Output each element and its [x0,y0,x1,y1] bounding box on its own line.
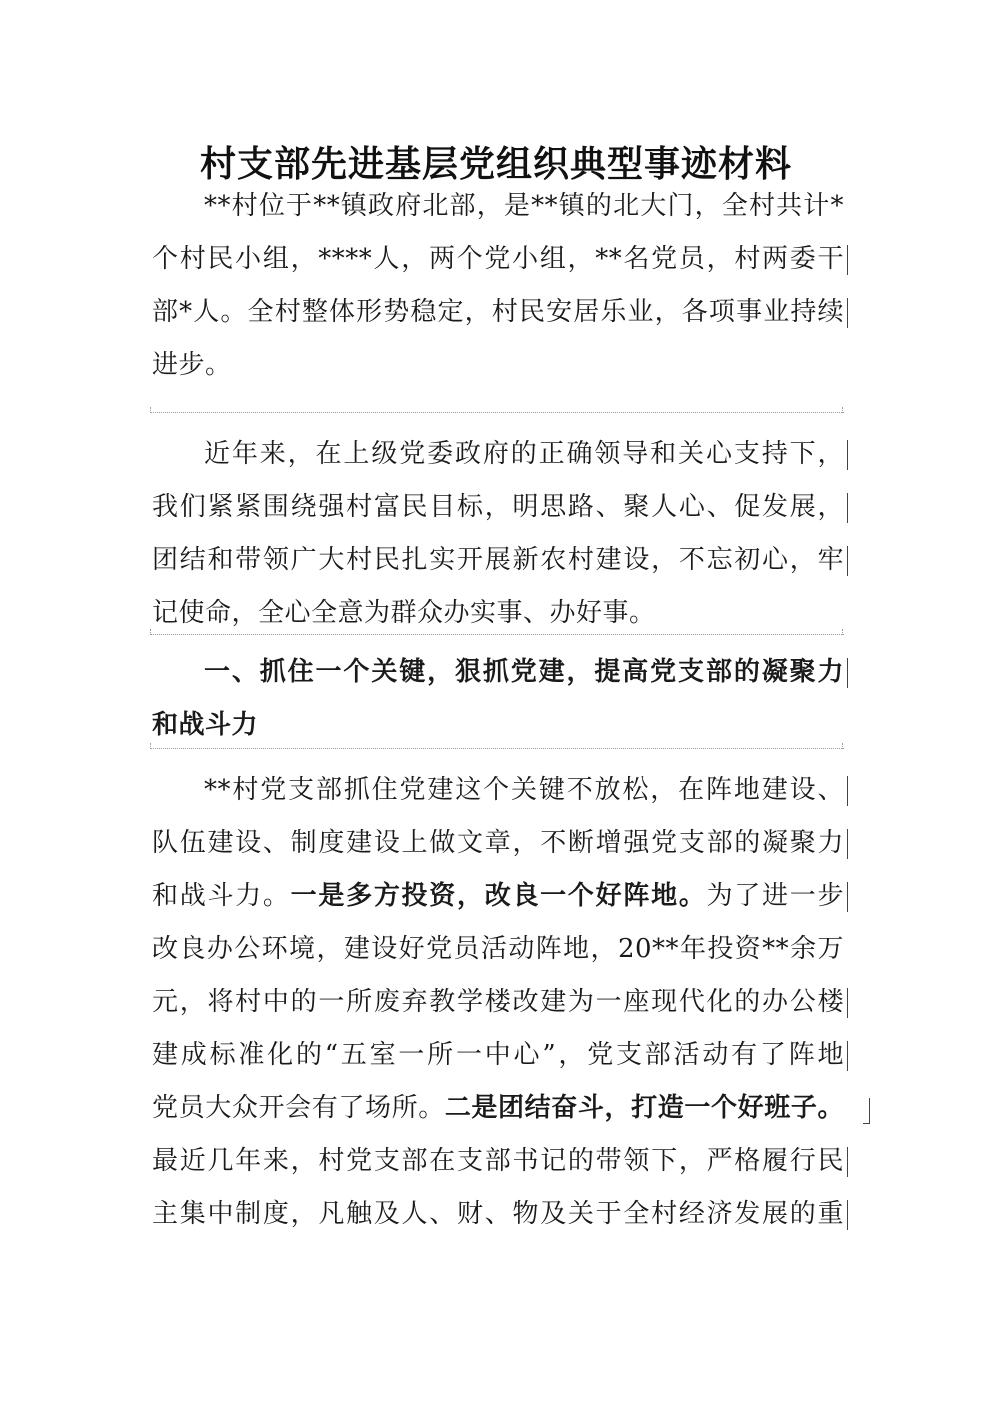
paragraph-separator [150,634,844,635]
section-heading-1 [152,646,844,752]
paragraph-line [152,428,844,481]
line-end-marker [847,493,848,523]
paragraph-line [152,339,844,392]
line-text: 近年来，在上级党委政府的正确领导和关心支持下， [204,439,844,469]
paragraph-line [152,587,844,640]
paragraph-line [152,286,844,339]
line-text: 我们紧紧围绕强村富民目标，明思路、聚人心、促发展， [152,492,844,522]
heading-line [152,646,844,699]
line-text: 元，将村中的一所废弃教学楼改建为一座现代化的办公楼 [152,987,844,1017]
line-text: **村党支部抓住党建这个关键不放松，在阵地建设、 [204,775,844,805]
line-text: 为了进一步 [706,881,844,911]
line-end-marker [847,1200,848,1230]
paragraph-party-building [152,764,844,1241]
bold-phrase: 一是多方投资，改良一个好阵地。 [290,881,707,911]
line-end-marker [847,829,848,859]
line-end-marker [847,776,848,806]
line-text: 和战斗力。 [152,881,291,911]
line-text: 最近几年来，村党支部在支部书记的带领下，严格履行民 [152,1146,844,1176]
paragraph-line [152,764,844,817]
paragraph-line [152,817,844,870]
paragraph-line [152,1135,844,1188]
line-text: 建成标准化的“五室一所一中心”，党支部活动有了阵地 [152,1040,844,1070]
line-end-marker [847,988,848,1018]
paragraph-line [152,534,844,587]
line-text: 党员大众开会有了场所。 [152,1093,445,1123]
line-end-marker [869,1098,870,1124]
paragraph-line [152,1029,844,1082]
line-text: 一、抓住一个关键，狠抓党建，提高党支部的凝聚力 [204,657,844,687]
paragraph-line [152,481,844,534]
paragraph-line [152,870,844,923]
line-end-marker [847,1147,848,1177]
paragraph-line [152,180,844,233]
line-text: 改良办公环境，建设好党员活动阵地，20**年投资**余万 [152,934,844,964]
line-end-marker [847,298,848,328]
line-text: 和战斗力 [152,710,259,740]
line-text: 队伍建设、制度建设上做文章，不断增强党支部的凝聚力 [152,828,844,858]
paragraph-separator [150,412,844,413]
paragraph-intro [152,180,844,392]
paragraph-line [152,923,844,976]
document-title: 村支部先进基层党组织典型事迹材料 [199,143,792,185]
line-end-marker [847,658,848,688]
paragraph-separator [150,748,844,749]
line-text: 进步。 [152,350,232,380]
line-text: 个村民小组，****人，两个党小组，**名党员，村两委干 [152,244,844,274]
line-text: 主集中制度，凡触及人、财、物及关于全村经济发展的重 [152,1199,844,1229]
line-end-marker [847,882,848,912]
line-text: **村位于**镇政府北部，是**镇的北大门，全村共计* [204,191,844,221]
line-end-marker [847,245,848,275]
line-text: 团结和带领广大村民扎实开展新农村建设，不忘初心，牢 [152,545,844,575]
paragraph-line [152,976,844,1029]
paragraph-line [152,233,844,286]
bold-phrase: 二是团结奋斗，打造一个好班子。 [444,1093,844,1123]
paragraph-line [152,1082,844,1135]
line-end-marker [847,1041,848,1071]
line-end-marker [847,546,848,576]
line-text: 记使命，全心全意为群众办实事、办好事。 [152,598,656,628]
paragraph-line [152,1188,844,1241]
line-end-marker [847,440,848,470]
line-text: 部*人。全村整体形势稳定，村民安居乐业，各项事业持续 [152,297,844,327]
paragraph-background [152,428,844,640]
heading-line [152,699,844,752]
